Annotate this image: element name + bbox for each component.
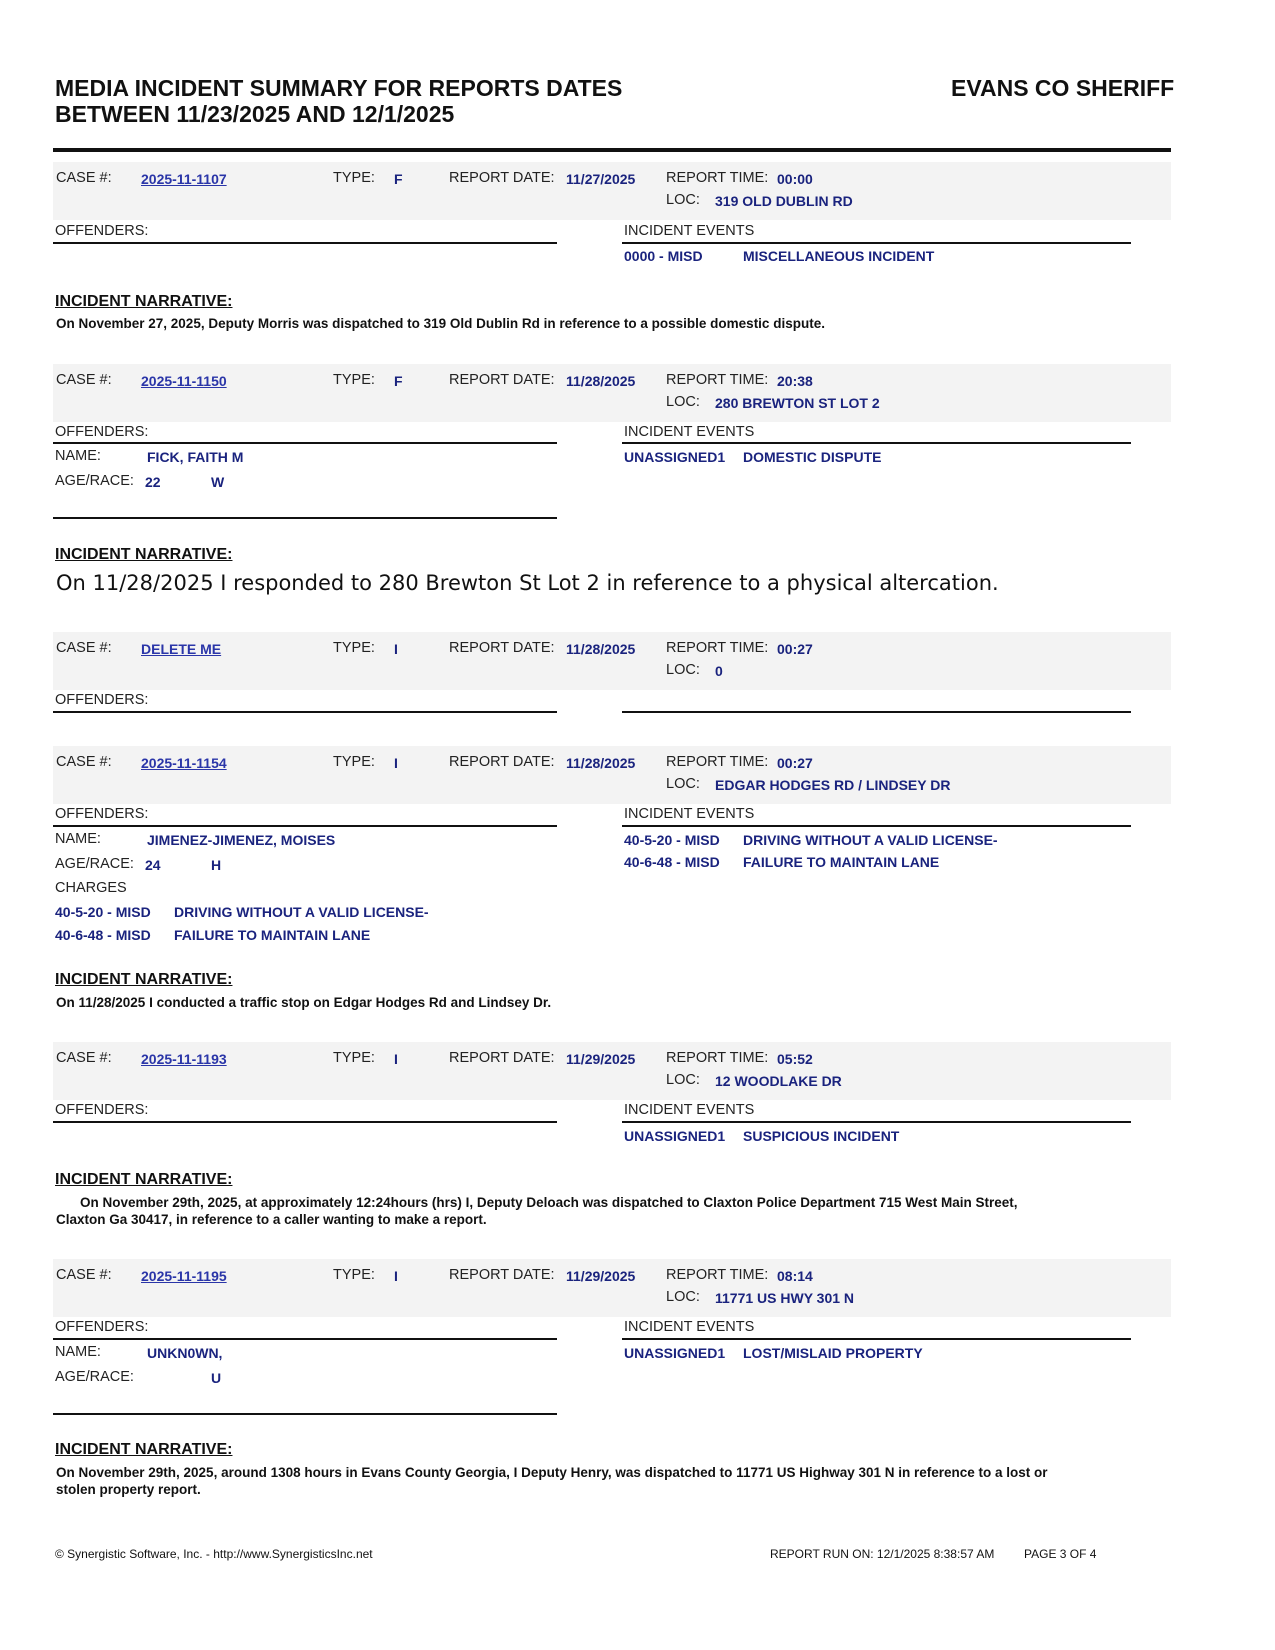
- type-label: TYPE:: [333, 1267, 375, 1283]
- location-label: LOC:: [666, 192, 700, 208]
- report-time-label: REPORT TIME:: [666, 754, 769, 770]
- events-rule: [622, 1338, 1131, 1340]
- offenders-rule: [53, 711, 557, 713]
- report-time-label: REPORT TIME:: [666, 372, 769, 388]
- narrative-heading: INCIDENT NARRATIVE:: [55, 1441, 233, 1458]
- type-label: TYPE:: [333, 372, 375, 388]
- report-date-label: REPORT DATE:: [449, 1267, 555, 1283]
- report-date-label: REPORT DATE:: [449, 1050, 555, 1066]
- location-value: 0: [715, 663, 723, 679]
- report-time-value: 00:00: [777, 171, 813, 187]
- incident-events-label: INCIDENT EVENTS: [624, 1102, 755, 1118]
- events-rule: [622, 825, 1131, 827]
- event-code: 40-5-20 - MISD: [624, 832, 720, 848]
- event-code: 40-6-48 - MISD: [624, 854, 720, 870]
- header-divider: [53, 148, 1171, 152]
- offenders-rule: [53, 1338, 557, 1340]
- agency-name: EVANS CO SHERIFF: [951, 75, 1175, 101]
- location-label: LOC:: [666, 1072, 700, 1088]
- offender-age: 24: [145, 857, 161, 873]
- report-time-value: 00:27: [777, 641, 813, 657]
- footer-report-run: REPORT RUN ON: 12/1/2025 8:38:57 AM: [770, 1547, 995, 1561]
- report-time-label: REPORT TIME:: [666, 1267, 769, 1283]
- report-date-label: REPORT DATE:: [449, 372, 555, 388]
- narrative-text: On 11/28/2025 I conducted a traffic stop on Edgar Hodges Rd and Lindsey Dr.: [56, 995, 552, 1010]
- events-rule: [622, 242, 1131, 244]
- type-label: TYPE:: [333, 640, 375, 656]
- event-code: UNASSIGNED1: [624, 449, 726, 465]
- offenders-label: OFFENDERS:: [55, 692, 149, 708]
- narrative-text-line2: Claxton Ga 30417, in reference to a caller wanting to make a report.: [56, 1212, 487, 1227]
- offenders-rule: [53, 442, 557, 444]
- report-title-line2: BETWEEN 11/23/2025 AND 12/1/2025: [55, 101, 455, 127]
- events-rule: [622, 711, 1131, 713]
- report-title-line1: MEDIA INCIDENT SUMMARY FOR REPORTS DATES: [55, 75, 623, 101]
- footer-copyright: © Synergistic Software, Inc. - http://www.SynergisticsInc.net: [55, 1547, 373, 1561]
- location-label: LOC:: [666, 662, 700, 678]
- offender-race: H: [211, 857, 222, 873]
- report-time-label: REPORT TIME:: [666, 1050, 769, 1066]
- type-label: TYPE:: [333, 1050, 375, 1066]
- report-time-label: REPORT TIME:: [666, 640, 769, 656]
- narrative-heading: INCIDENT NARRATIVE:: [55, 293, 233, 310]
- report-time-value: 00:27: [777, 755, 813, 771]
- events-rule: [622, 442, 1131, 444]
- type-value: I: [394, 1051, 398, 1067]
- narrative-text-line1: On November 29th, 2025, around 1308 hours in Evans County Georgia, I Deputy Henry, was dispatched to 11771 US Highway 301 N in reference to a lost or: [56, 1465, 1048, 1480]
- report-date-label: REPORT DATE:: [449, 754, 555, 770]
- report-time-label: REPORT TIME:: [666, 170, 769, 186]
- event-description: MISCELLANEOUS INCIDENT: [743, 248, 935, 264]
- offender-name: FICK, FAITH M: [147, 449, 244, 465]
- type-value: F: [394, 373, 403, 389]
- case-number-label: CASE #:: [56, 1267, 112, 1283]
- type-value: I: [394, 755, 398, 771]
- case-number-link[interactable]: 2025-11-1107: [141, 171, 227, 187]
- event-code: UNASSIGNED1: [624, 1345, 726, 1361]
- case-number-label: CASE #:: [56, 170, 112, 186]
- incident-events-label: INCIDENT EVENTS: [624, 424, 755, 440]
- type-label: TYPE:: [333, 754, 375, 770]
- case-number-link[interactable]: 2025-11-1150: [141, 373, 227, 389]
- location-value: 319 OLD DUBLIN RD: [715, 193, 853, 209]
- offender-name: JIMENEZ-JIMENEZ, MOISES: [147, 832, 336, 848]
- offenders-rule: [53, 1121, 557, 1123]
- charge-code: 40-5-20 - MISD: [55, 904, 151, 920]
- age-race-label: AGE/RACE:: [55, 1369, 134, 1385]
- event-description: LOST/MISLAID PROPERTY: [743, 1345, 923, 1361]
- location-label: LOC:: [666, 394, 700, 410]
- case-number-label: CASE #:: [56, 1050, 112, 1066]
- narrative-heading: INCIDENT NARRATIVE:: [55, 546, 233, 563]
- incident-events-label: INCIDENT EVENTS: [624, 806, 755, 822]
- location-value: 12 WOODLAKE DR: [715, 1073, 842, 1089]
- offender-name-label: NAME:: [55, 448, 101, 464]
- charge-code: 40-6-48 - MISD: [55, 927, 151, 943]
- location-value: 280 BREWTON ST LOT 2: [715, 395, 880, 411]
- offenders-rule: [53, 242, 557, 244]
- charge-description: FAILURE TO MAINTAIN LANE: [174, 927, 371, 943]
- type-label: TYPE:: [333, 170, 375, 186]
- event-description: FAILURE TO MAINTAIN LANE: [743, 854, 940, 870]
- narrative-text-line1: On November 29th, 2025, at approximately 12:24hours (hrs) I, Deputy Deloach was dispatched to Claxton Police Department 715 West Main Street,: [80, 1195, 1018, 1210]
- location-value: 11771 US HWY 301 N: [715, 1290, 855, 1306]
- offenders-label: OFFENDERS:: [55, 223, 149, 239]
- age-race-label: AGE/RACE:: [55, 473, 134, 489]
- offender-race: U: [211, 1370, 222, 1386]
- event-description: DOMESTIC DISPUTE: [743, 449, 882, 465]
- report-date-value: 11/28/2025: [566, 641, 636, 657]
- event-code: 0000 - MISD: [624, 248, 703, 264]
- offenders-rule: [53, 825, 557, 827]
- footer-page-number: PAGE 3 OF 4: [1024, 1547, 1097, 1561]
- incident-events-label: INCIDENT EVENTS: [624, 1319, 755, 1335]
- case-number-link[interactable]: 2025-11-1154: [141, 755, 227, 771]
- offender-name-label: NAME:: [55, 1344, 101, 1360]
- report-date-label: REPORT DATE:: [449, 640, 555, 656]
- offender-name-label: NAME:: [55, 831, 101, 847]
- offenders-label: OFFENDERS:: [55, 424, 149, 440]
- event-code: UNASSIGNED1: [624, 1128, 726, 1144]
- narrative-heading: INCIDENT NARRATIVE:: [55, 971, 233, 988]
- report-time-value: 08:14: [777, 1268, 813, 1284]
- report-date-value: 11/28/2025: [566, 755, 636, 771]
- report-date-label: REPORT DATE:: [449, 170, 555, 186]
- case-number-link[interactable]: 2025-11-1193: [141, 1051, 227, 1067]
- offender-block-rule: [53, 1413, 557, 1415]
- events-rule: [622, 1121, 1131, 1123]
- charge-description: DRIVING WITHOUT A VALID LICENSE-: [174, 904, 429, 920]
- event-description: DRIVING WITHOUT A VALID LICENSE-: [743, 832, 998, 848]
- report-time-value: 05:52: [777, 1051, 813, 1067]
- offender-block-rule: [53, 517, 557, 519]
- case-number-label: CASE #:: [56, 754, 112, 770]
- charges-label: CHARGES: [55, 880, 127, 896]
- offender-race: W: [211, 474, 225, 490]
- type-value: I: [394, 641, 398, 657]
- event-description: SUSPICIOUS INCIDENT: [743, 1128, 900, 1144]
- type-value: I: [394, 1268, 398, 1284]
- offender-age: 22: [145, 474, 161, 490]
- case-number-link[interactable]: DELETE ME: [141, 641, 222, 657]
- offenders-label: OFFENDERS:: [55, 1102, 149, 1118]
- narrative-text: On November 27, 2025, Deputy Morris was dispatched to 319 Old Dublin Rd in reference to a possible domestic dispute.: [56, 316, 825, 331]
- incident-events-label: INCIDENT EVENTS: [624, 223, 755, 239]
- narrative-text: On 11/28/2025 I responded to 280 Brewton St Lot 2 in reference to a physical altercation.: [56, 571, 999, 595]
- location-label: LOC:: [666, 1289, 700, 1305]
- case-number-label: CASE #:: [56, 640, 112, 656]
- case-number-label: CASE #:: [56, 372, 112, 388]
- offender-name: UNKN0WN,: [147, 1345, 223, 1361]
- report-time-value: 20:38: [777, 373, 813, 389]
- case-number-link[interactable]: 2025-11-1195: [141, 1268, 227, 1284]
- report-date-value: 11/29/2025: [566, 1051, 636, 1067]
- location-label: LOC:: [666, 776, 700, 792]
- report-date-value: 11/29/2025: [566, 1268, 636, 1284]
- narrative-heading: INCIDENT NARRATIVE:: [55, 1171, 233, 1188]
- type-value: F: [394, 171, 403, 187]
- narrative-text-line2: stolen property report.: [56, 1482, 201, 1497]
- offenders-label: OFFENDERS:: [55, 806, 149, 822]
- report-date-value: 11/28/2025: [566, 373, 636, 389]
- location-value: EDGAR HODGES RD / LINDSEY DR: [715, 777, 951, 793]
- offenders-label: OFFENDERS:: [55, 1319, 149, 1335]
- report-date-value: 11/27/2025: [566, 171, 636, 187]
- age-race-label: AGE/RACE:: [55, 856, 134, 872]
